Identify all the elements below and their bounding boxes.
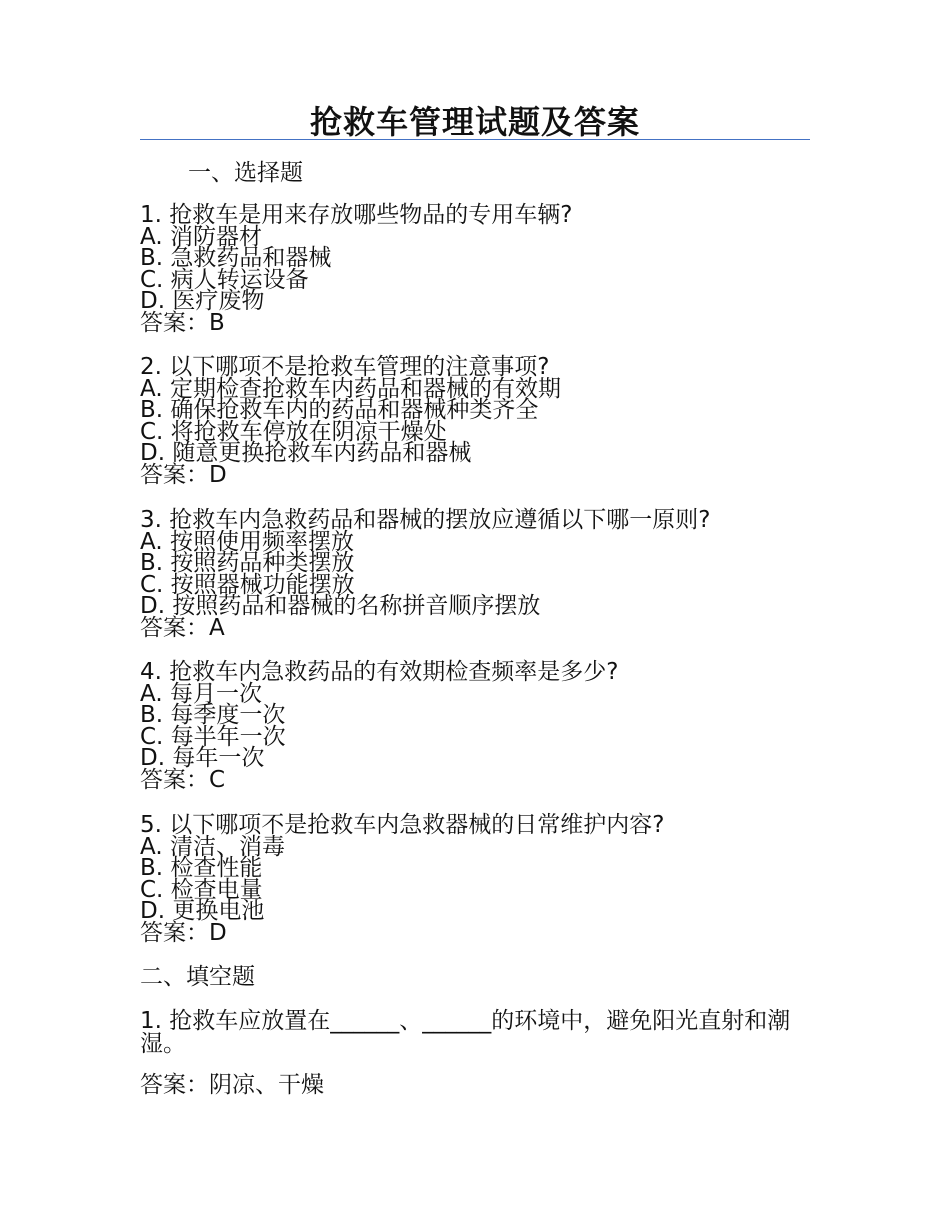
question-text: 2. 以下哪项不是抢救车管理的注意事项? bbox=[140, 354, 550, 380]
option-c: C. 病人转运设备 bbox=[140, 266, 309, 293]
choice-question-4 bbox=[140, 659, 810, 793]
answer-text: 答案：D bbox=[140, 461, 227, 488]
question-text: 1. 抢救车是用来存放哪些物品的专用车辆? bbox=[140, 202, 573, 228]
option-c: C. 按照器械功能摆放 bbox=[140, 571, 355, 598]
choice-question-2 bbox=[140, 354, 810, 488]
section-heading-fill: 二、填空题 bbox=[140, 964, 255, 990]
fill-question-1: 1. 抢救车应放置在______、______的环境中，避免阳光直射和潮湿。 bbox=[140, 1008, 791, 1057]
option-d: D. 更换电池 bbox=[140, 898, 265, 924]
choice-question-1 bbox=[140, 202, 810, 336]
option-d: D. 随意更换抢救车内药品和器械 bbox=[140, 440, 472, 466]
answer-text: 答案：A bbox=[140, 614, 225, 641]
choice-question-5 bbox=[140, 812, 810, 946]
question-text: 4. 抢救车内急救药品的有效期检查频率是多少? bbox=[140, 659, 619, 685]
option-a: A. 定期检查抢救车内药品和器械的有效期 bbox=[140, 375, 561, 402]
option-d: D. 按照药品和器械的名称拼音顺序摆放 bbox=[140, 593, 541, 619]
option-b: B. 检查性能 bbox=[140, 855, 263, 881]
answer-text: 答案：D bbox=[140, 919, 227, 946]
fill-answer-text: 答案：阴凉、干燥 bbox=[140, 1072, 324, 1098]
option-c: C. 每半年一次 bbox=[140, 723, 286, 750]
option-a: A. 每月一次 bbox=[140, 680, 262, 707]
option-c: C. 检查电量 bbox=[140, 876, 263, 903]
answer-text: 答案：C bbox=[140, 766, 226, 793]
option-a: A. 按照使用频率摆放 bbox=[140, 528, 354, 555]
option-d: D. 每年一次 bbox=[140, 745, 265, 771]
option-d: D. 医疗废物 bbox=[140, 288, 265, 314]
question-text: 5. 以下哪项不是抢救车内急救器械的日常维护内容? bbox=[140, 812, 665, 838]
option-a: A. 消防器材 bbox=[140, 223, 262, 250]
option-b: B. 每季度一次 bbox=[140, 702, 286, 728]
option-b: B. 确保抢救车内的药品和器械种类齐全 bbox=[140, 397, 539, 423]
question-text: 3. 抢救车内急救药品和器械的摆放应遵循以下哪一原则? bbox=[140, 507, 711, 533]
answer-text: 答案：B bbox=[140, 309, 225, 336]
title-underline bbox=[140, 139, 810, 140]
choice-question-3 bbox=[140, 507, 810, 641]
option-b: B. 急救药品和器械 bbox=[140, 245, 332, 271]
option-c: C. 将抢救车停放在阴凉干燥处 bbox=[140, 418, 447, 445]
option-a: A. 清洁、消毒 bbox=[140, 833, 285, 860]
option-b: B. 按照药品种类摆放 bbox=[140, 550, 355, 576]
document-title: 抢救车管理试题及答案 bbox=[309, 103, 640, 141]
section-heading-choice: 一、选择题 bbox=[188, 160, 303, 186]
